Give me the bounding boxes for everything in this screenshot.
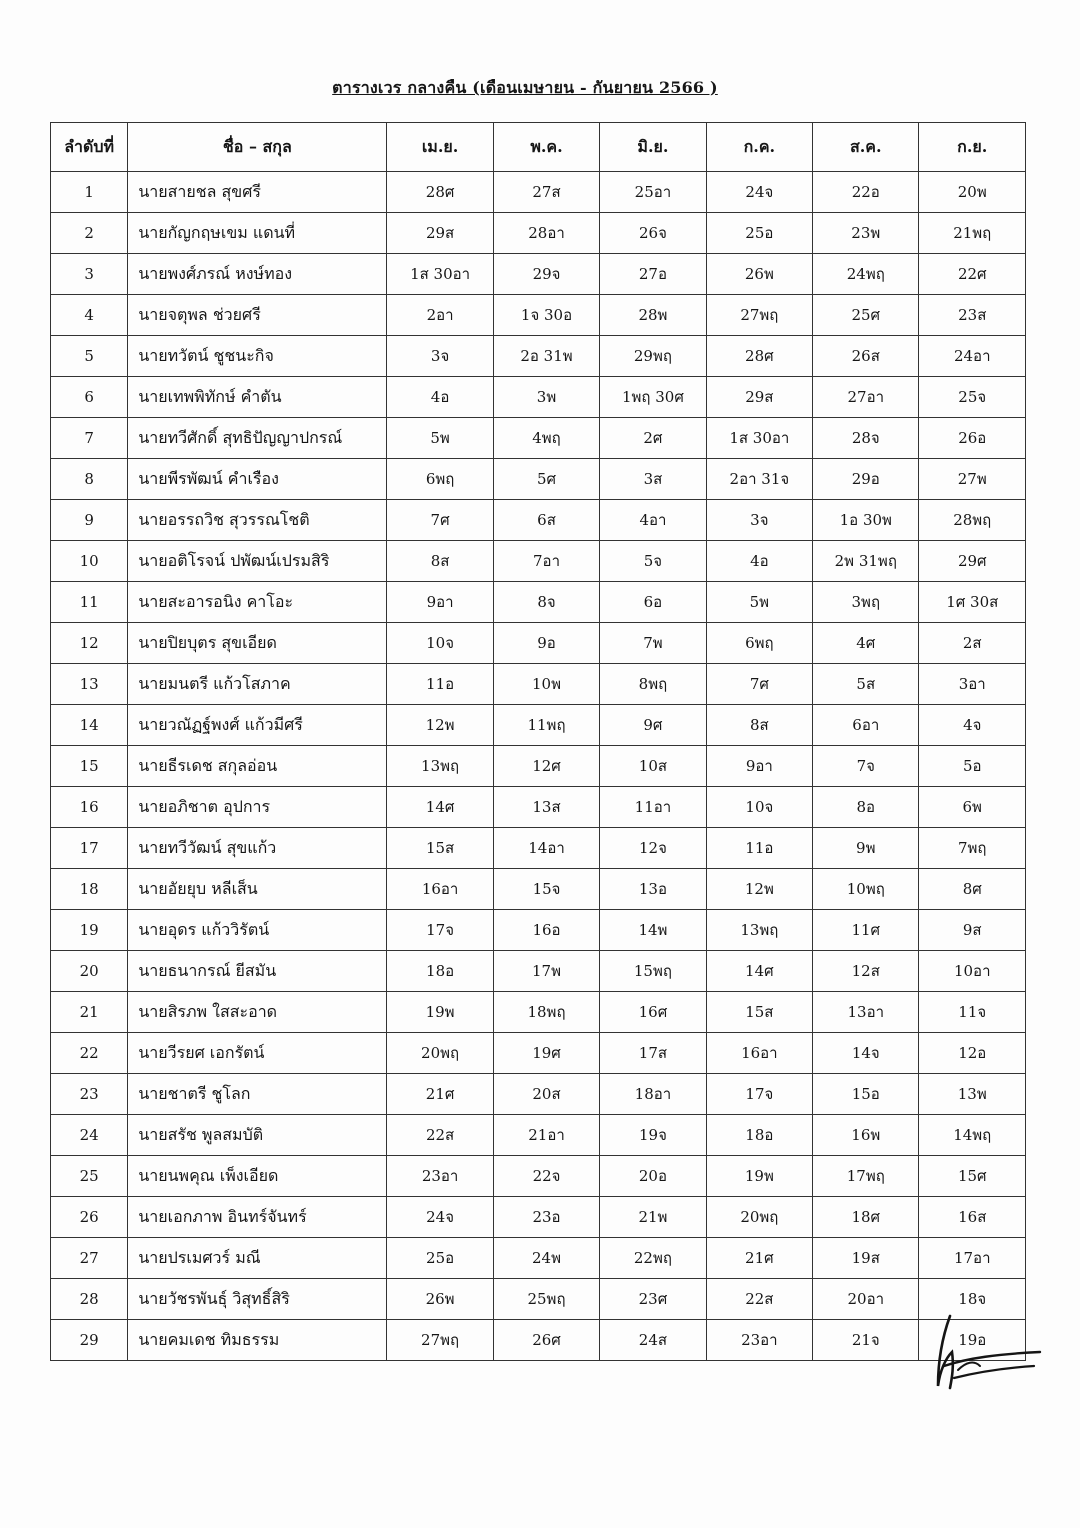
table-row	[51, 869, 1026, 910]
duty-date-jun: 3ส	[600, 459, 706, 500]
duty-date-jul: 4อ	[706, 541, 812, 582]
duty-date-jul: 12พ	[706, 869, 812, 910]
duty-date-jul: 10จ	[706, 787, 812, 828]
duty-date-sep: 17อา	[919, 1238, 1026, 1279]
table-row	[51, 1033, 1026, 1074]
row-person-name: นายอุดร แก้ววิรัตน์	[128, 910, 387, 951]
row-order-number: 21	[51, 992, 128, 1033]
row-person-name: นายชาตรี ชูโลก	[128, 1074, 387, 1115]
duty-date-jul: 7ศ	[706, 664, 812, 705]
duty-date-apr: 23อา	[387, 1156, 493, 1197]
row-person-name: นายอัยยุบ หลีเส็น	[128, 869, 387, 910]
row-order-number: 8	[51, 459, 128, 500]
duty-date-aug: 23พ	[813, 213, 919, 254]
table-row	[51, 1279, 1026, 1320]
duty-date-may: 16อ	[493, 910, 599, 951]
duty-date-jun: 8พฤ	[600, 664, 706, 705]
duty-date-jul: 3จ	[706, 500, 812, 541]
duty-date-aug: 16พ	[813, 1115, 919, 1156]
duty-date-sep: 1ศ 30ส	[919, 582, 1026, 623]
duty-date-jun: 10ส	[600, 746, 706, 787]
duty-date-jul: 29ส	[706, 377, 812, 418]
row-order-number: 17	[51, 828, 128, 869]
duty-date-sep: 28พฤ	[919, 500, 1026, 541]
duty-date-may: 4พฤ	[493, 418, 599, 459]
header-month-apr: เม.ย.	[387, 123, 493, 172]
row-order-number: 19	[51, 910, 128, 951]
row-order-number: 25	[51, 1156, 128, 1197]
duty-date-apr: 11อ	[387, 664, 493, 705]
duty-date-sep: 4จ	[919, 705, 1026, 746]
duty-date-jul: 26พ	[706, 254, 812, 295]
row-order-number: 22	[51, 1033, 128, 1074]
row-order-number: 11	[51, 582, 128, 623]
header-month-jul: ก.ค.	[706, 123, 812, 172]
duty-date-jul: 21ศ	[706, 1238, 812, 1279]
duty-date-apr: 27พฤ	[387, 1320, 493, 1361]
header-month-jun: มิ.ย.	[600, 123, 706, 172]
duty-date-aug: 15อ	[813, 1074, 919, 1115]
row-person-name: นายพงศ์ภรณ์ หงษ์ทอง	[128, 254, 387, 295]
duty-date-apr: 4อ	[387, 377, 493, 418]
duty-date-aug: 28จ	[813, 418, 919, 459]
table-row	[51, 1115, 1026, 1156]
row-order-number: 12	[51, 623, 128, 664]
document-title: ตารางเวร กลางคืน (เดือนเมษายน - กันยายน 2566 )	[332, 78, 718, 97]
header-row	[51, 123, 1026, 172]
row-person-name: นายธีรเดช สกุลอ่อน	[128, 746, 387, 787]
duty-date-jun: 18อา	[600, 1074, 706, 1115]
duty-date-may: 9อ	[493, 623, 599, 664]
duty-date-apr: 12พ	[387, 705, 493, 746]
table-row	[51, 664, 1026, 705]
roster-body	[51, 172, 1026, 1361]
duty-date-sep: 12อ	[919, 1033, 1026, 1074]
duty-date-aug: 25ศ	[813, 295, 919, 336]
duty-date-sep: 2ส	[919, 623, 1026, 664]
table-row	[51, 951, 1026, 992]
duty-date-jun: 15พฤ	[600, 951, 706, 992]
duty-date-jun: 27อ	[600, 254, 706, 295]
duty-date-jul: 2อา 31จ	[706, 459, 812, 500]
duty-date-aug: 24พฤ	[813, 254, 919, 295]
duty-date-sep: 27พ	[919, 459, 1026, 500]
table-row	[51, 418, 1026, 459]
duty-date-may: 26ศ	[493, 1320, 599, 1361]
duty-date-apr: 29ส	[387, 213, 493, 254]
duty-date-sep: 11จ	[919, 992, 1026, 1033]
duty-date-jul: 6พฤ	[706, 623, 812, 664]
header-month-aug: ส.ค.	[813, 123, 919, 172]
row-order-number: 27	[51, 1238, 128, 1279]
row-person-name: นายอติโรจน์ ปพัฒน์เปรมสิริ	[128, 541, 387, 582]
duty-date-sep: 22ศ	[919, 254, 1026, 295]
row-order-number: 1	[51, 172, 128, 213]
row-order-number: 3	[51, 254, 128, 295]
duty-date-may: 15จ	[493, 869, 599, 910]
row-order-number: 2	[51, 213, 128, 254]
row-person-name: นายอภิชาต อุปการ	[128, 787, 387, 828]
duty-date-aug: 5ส	[813, 664, 919, 705]
duty-date-jul: 8ส	[706, 705, 812, 746]
duty-date-jun: 22พฤ	[600, 1238, 706, 1279]
row-person-name: นายมนตรี แก้วโสภาค	[128, 664, 387, 705]
row-person-name: นายธนากรณ์ ยีสมัน	[128, 951, 387, 992]
duty-date-apr: 2อา	[387, 295, 493, 336]
duty-date-sep: 7พฤ	[919, 828, 1026, 869]
duty-date-jun: 7พ	[600, 623, 706, 664]
duty-date-jul: 13พฤ	[706, 910, 812, 951]
duty-date-may: 8จ	[493, 582, 599, 623]
row-order-number: 28	[51, 1279, 128, 1320]
header-name: ชื่อ – สกุล	[128, 123, 387, 172]
table-row	[51, 459, 1026, 500]
duty-date-aug: 20อา	[813, 1279, 919, 1320]
duty-date-jun: 13อ	[600, 869, 706, 910]
duty-date-jun: 19จ	[600, 1115, 706, 1156]
duty-date-may: 23อ	[493, 1197, 599, 1238]
duty-date-aug: 14จ	[813, 1033, 919, 1074]
table-row	[51, 213, 1026, 254]
row-person-name: นายนพคุณ เพ็งเอียด	[128, 1156, 387, 1197]
row-order-number: 5	[51, 336, 128, 377]
row-person-name: นายเทพพิทักษ์ คำตัน	[128, 377, 387, 418]
duty-date-jul: 22ส	[706, 1279, 812, 1320]
duty-roster-table	[50, 122, 1026, 1361]
signature-mark	[928, 1308, 1048, 1398]
duty-date-apr: 19พ	[387, 992, 493, 1033]
duty-date-sep: 15ศ	[919, 1156, 1026, 1197]
row-person-name: นายวีรยศ เอกรัตน์	[128, 1033, 387, 1074]
row-person-name: นายเอกภาพ อินทร์จันทร์	[128, 1197, 387, 1238]
duty-date-apr: 1ส 30อา	[387, 254, 493, 295]
duty-date-jun: 12จ	[600, 828, 706, 869]
duty-date-may: 20ส	[493, 1074, 599, 1115]
row-person-name: นายพีรพัฒน์ คำเรือง	[128, 459, 387, 500]
duty-date-may: 19ศ	[493, 1033, 599, 1074]
table-row	[51, 992, 1026, 1033]
duty-date-sep: 3อา	[919, 664, 1026, 705]
duty-date-apr: 16อา	[387, 869, 493, 910]
duty-date-may: 1จ 30อ	[493, 295, 599, 336]
table-row	[51, 828, 1026, 869]
duty-date-jul: 28ศ	[706, 336, 812, 377]
duty-date-apr: 20พฤ	[387, 1033, 493, 1074]
duty-date-aug: 2พ 31พฤ	[813, 541, 919, 582]
duty-date-jun: 1พฤ 30ศ	[600, 377, 706, 418]
duty-date-apr: 6พฤ	[387, 459, 493, 500]
duty-date-jun: 21พ	[600, 1197, 706, 1238]
duty-date-sep: 13พ	[919, 1074, 1026, 1115]
duty-date-jun: 28พ	[600, 295, 706, 336]
table-row	[51, 377, 1026, 418]
row-person-name: นายทวัตน์ ชูชนะกิจ	[128, 336, 387, 377]
row-person-name: นายปรเมศวร์ มณี	[128, 1238, 387, 1279]
row-order-number: 18	[51, 869, 128, 910]
duty-date-jun: 9ศ	[600, 705, 706, 746]
duty-date-may: 6ส	[493, 500, 599, 541]
row-order-number: 10	[51, 541, 128, 582]
duty-date-apr: 25อ	[387, 1238, 493, 1279]
duty-date-aug: 18ศ	[813, 1197, 919, 1238]
table-row	[51, 623, 1026, 664]
duty-date-sep: 14พฤ	[919, 1115, 1026, 1156]
duty-date-jun: 25อา	[600, 172, 706, 213]
duty-date-jun: 2ศ	[600, 418, 706, 459]
duty-date-sep: 29ศ	[919, 541, 1026, 582]
row-order-number: 4	[51, 295, 128, 336]
row-person-name: นายปิยบุตร สุขเอียด	[128, 623, 387, 664]
row-person-name: นายกัญกฤษเขม แดนที่	[128, 213, 387, 254]
table-row	[51, 336, 1026, 377]
duty-date-sep: 18จ	[919, 1279, 1026, 1320]
duty-date-aug: 19ส	[813, 1238, 919, 1279]
row-person-name: นายทวีศักดิ์ สุทธิปัญญาปกรณ์	[128, 418, 387, 459]
row-order-number: 20	[51, 951, 128, 992]
row-order-number: 24	[51, 1115, 128, 1156]
duty-date-aug: 26ส	[813, 336, 919, 377]
duty-date-sep: 19อ	[919, 1320, 1026, 1361]
duty-date-apr: 10จ	[387, 623, 493, 664]
duty-date-may: 18พฤ	[493, 992, 599, 1033]
duty-date-may: 21อา	[493, 1115, 599, 1156]
row-person-name: นายอรรถวิช สุวรรณโชติ	[128, 500, 387, 541]
duty-date-may: 27ส	[493, 172, 599, 213]
duty-date-apr: 21ศ	[387, 1074, 493, 1115]
duty-date-sep: 20พ	[919, 172, 1026, 213]
row-order-number: 26	[51, 1197, 128, 1238]
table-row	[51, 1320, 1026, 1361]
duty-date-jul: 18อ	[706, 1115, 812, 1156]
table-row	[51, 705, 1026, 746]
duty-date-aug: 21จ	[813, 1320, 919, 1361]
duty-date-may: 11พฤ	[493, 705, 599, 746]
row-person-name: นายสรัช พูลสมบัติ	[128, 1115, 387, 1156]
row-order-number: 14	[51, 705, 128, 746]
duty-date-apr: 5พ	[387, 418, 493, 459]
duty-date-aug: 9พ	[813, 828, 919, 869]
duty-date-jun: 5จ	[600, 541, 706, 582]
duty-date-aug: 7จ	[813, 746, 919, 787]
duty-date-jun: 16ศ	[600, 992, 706, 1033]
duty-date-sep: 10อา	[919, 951, 1026, 992]
duty-date-sep: 23ส	[919, 295, 1026, 336]
duty-date-jul: 5พ	[706, 582, 812, 623]
duty-date-may: 17พ	[493, 951, 599, 992]
table-row	[51, 1197, 1026, 1238]
duty-date-aug: 13อา	[813, 992, 919, 1033]
row-person-name: นายจตุพล ช่วยศรี	[128, 295, 387, 336]
duty-date-jul: 17จ	[706, 1074, 812, 1115]
duty-date-may: 10พ	[493, 664, 599, 705]
table-row	[51, 1238, 1026, 1279]
duty-date-aug: 22อ	[813, 172, 919, 213]
duty-date-aug: 17พฤ	[813, 1156, 919, 1197]
duty-date-jun: 26จ	[600, 213, 706, 254]
duty-date-jun: 24ส	[600, 1320, 706, 1361]
duty-date-may: 22จ	[493, 1156, 599, 1197]
duty-date-may: 25พฤ	[493, 1279, 599, 1320]
duty-date-apr: 24จ	[387, 1197, 493, 1238]
duty-date-apr: 22ส	[387, 1115, 493, 1156]
duty-date-may: 2อ 31พ	[493, 336, 599, 377]
duty-date-jun: 20อ	[600, 1156, 706, 1197]
table-row	[51, 254, 1026, 295]
duty-date-jun: 6อ	[600, 582, 706, 623]
row-person-name: นายสิรภพ ใสสะอาด	[128, 992, 387, 1033]
row-order-number: 7	[51, 418, 128, 459]
duty-date-sep: 26อ	[919, 418, 1026, 459]
duty-date-may: 29จ	[493, 254, 599, 295]
duty-date-jun: 11อา	[600, 787, 706, 828]
duty-date-apr: 3จ	[387, 336, 493, 377]
duty-date-sep: 25จ	[919, 377, 1026, 418]
duty-date-apr: 14ศ	[387, 787, 493, 828]
duty-date-may: 12ศ	[493, 746, 599, 787]
duty-date-jun: 23ศ	[600, 1279, 706, 1320]
duty-date-jul: 24จ	[706, 172, 812, 213]
duty-date-sep: 5อ	[919, 746, 1026, 787]
duty-date-jul: 19พ	[706, 1156, 812, 1197]
duty-date-jul: 20พฤ	[706, 1197, 812, 1238]
duty-date-aug: 29อ	[813, 459, 919, 500]
duty-date-jul: 11อ	[706, 828, 812, 869]
duty-date-jul: 16อา	[706, 1033, 812, 1074]
duty-date-sep: 24อา	[919, 336, 1026, 377]
row-order-number: 16	[51, 787, 128, 828]
row-order-number: 29	[51, 1320, 128, 1361]
duty-date-aug: 6อา	[813, 705, 919, 746]
duty-date-apr: 28ศ	[387, 172, 493, 213]
row-order-number: 23	[51, 1074, 128, 1115]
table-row	[51, 541, 1026, 582]
table-row	[51, 1156, 1026, 1197]
table-row	[51, 910, 1026, 951]
duty-date-apr: 8ส	[387, 541, 493, 582]
row-person-name: นายคมเดช ทิมธรรม	[128, 1320, 387, 1361]
duty-date-aug: 3พฤ	[813, 582, 919, 623]
duty-date-may: 3พ	[493, 377, 599, 418]
duty-date-jun: 29พฤ	[600, 336, 706, 377]
table-row	[51, 746, 1026, 787]
duty-date-jul: 25อ	[706, 213, 812, 254]
duty-date-aug: 12ส	[813, 951, 919, 992]
duty-date-may: 13ส	[493, 787, 599, 828]
row-order-number: 15	[51, 746, 128, 787]
duty-date-may: 24พ	[493, 1238, 599, 1279]
duty-date-apr: 17จ	[387, 910, 493, 951]
duty-date-jul: 27พฤ	[706, 295, 812, 336]
row-person-name: นายทวีวัฒน์ สุขแก้ว	[128, 828, 387, 869]
row-order-number: 6	[51, 377, 128, 418]
duty-date-aug: 4ศ	[813, 623, 919, 664]
duty-date-aug: 10พฤ	[813, 869, 919, 910]
duty-date-may: 28อา	[493, 213, 599, 254]
table-row	[51, 787, 1026, 828]
row-order-number: 9	[51, 500, 128, 541]
duty-date-jul: 1ส 30อา	[706, 418, 812, 459]
header-month-sep: ก.ย.	[919, 123, 1026, 172]
header-month-may: พ.ค.	[493, 123, 599, 172]
duty-date-sep: 6พ	[919, 787, 1026, 828]
duty-date-may: 5ศ	[493, 459, 599, 500]
duty-date-aug: 8อ	[813, 787, 919, 828]
duty-date-apr: 18อ	[387, 951, 493, 992]
table-row	[51, 582, 1026, 623]
duty-date-apr: 7ศ	[387, 500, 493, 541]
duty-date-sep: 21พฤ	[919, 213, 1026, 254]
duty-date-sep: 16ส	[919, 1197, 1026, 1238]
duty-date-may: 14อา	[493, 828, 599, 869]
duty-date-apr: 26พ	[387, 1279, 493, 1320]
duty-date-apr: 13พฤ	[387, 746, 493, 787]
row-person-name: นายวณัฏฐ์พงศ์ แก้วมีศรี	[128, 705, 387, 746]
duty-date-jun: 4อา	[600, 500, 706, 541]
duty-date-sep: 8ศ	[919, 869, 1026, 910]
duty-date-jul: 14ศ	[706, 951, 812, 992]
row-person-name: นายสะอารอนิง คาโอะ	[128, 582, 387, 623]
duty-date-jul: 15ส	[706, 992, 812, 1033]
header-order: ลำดับที่	[51, 123, 128, 172]
table-row	[51, 1074, 1026, 1115]
row-order-number: 13	[51, 664, 128, 705]
table-row	[51, 500, 1026, 541]
table-row	[51, 172, 1026, 213]
duty-date-jun: 17ส	[600, 1033, 706, 1074]
duty-date-jul: 23อา	[706, 1320, 812, 1361]
table-row	[51, 295, 1026, 336]
duty-date-jul: 9อา	[706, 746, 812, 787]
row-person-name: นายสายชล สุขศรี	[128, 172, 387, 213]
row-person-name: นายวัชรพันธุ์ วิสุทธิ์สิริ	[128, 1279, 387, 1320]
duty-date-sep: 9ส	[919, 910, 1026, 951]
duty-date-jun: 14พ	[600, 910, 706, 951]
duty-date-aug: 1อ 30พ	[813, 500, 919, 541]
duty-date-apr: 9อา	[387, 582, 493, 623]
duty-date-aug: 27อา	[813, 377, 919, 418]
duty-date-may: 7อา	[493, 541, 599, 582]
duty-date-aug: 11ศ	[813, 910, 919, 951]
duty-date-apr: 15ส	[387, 828, 493, 869]
